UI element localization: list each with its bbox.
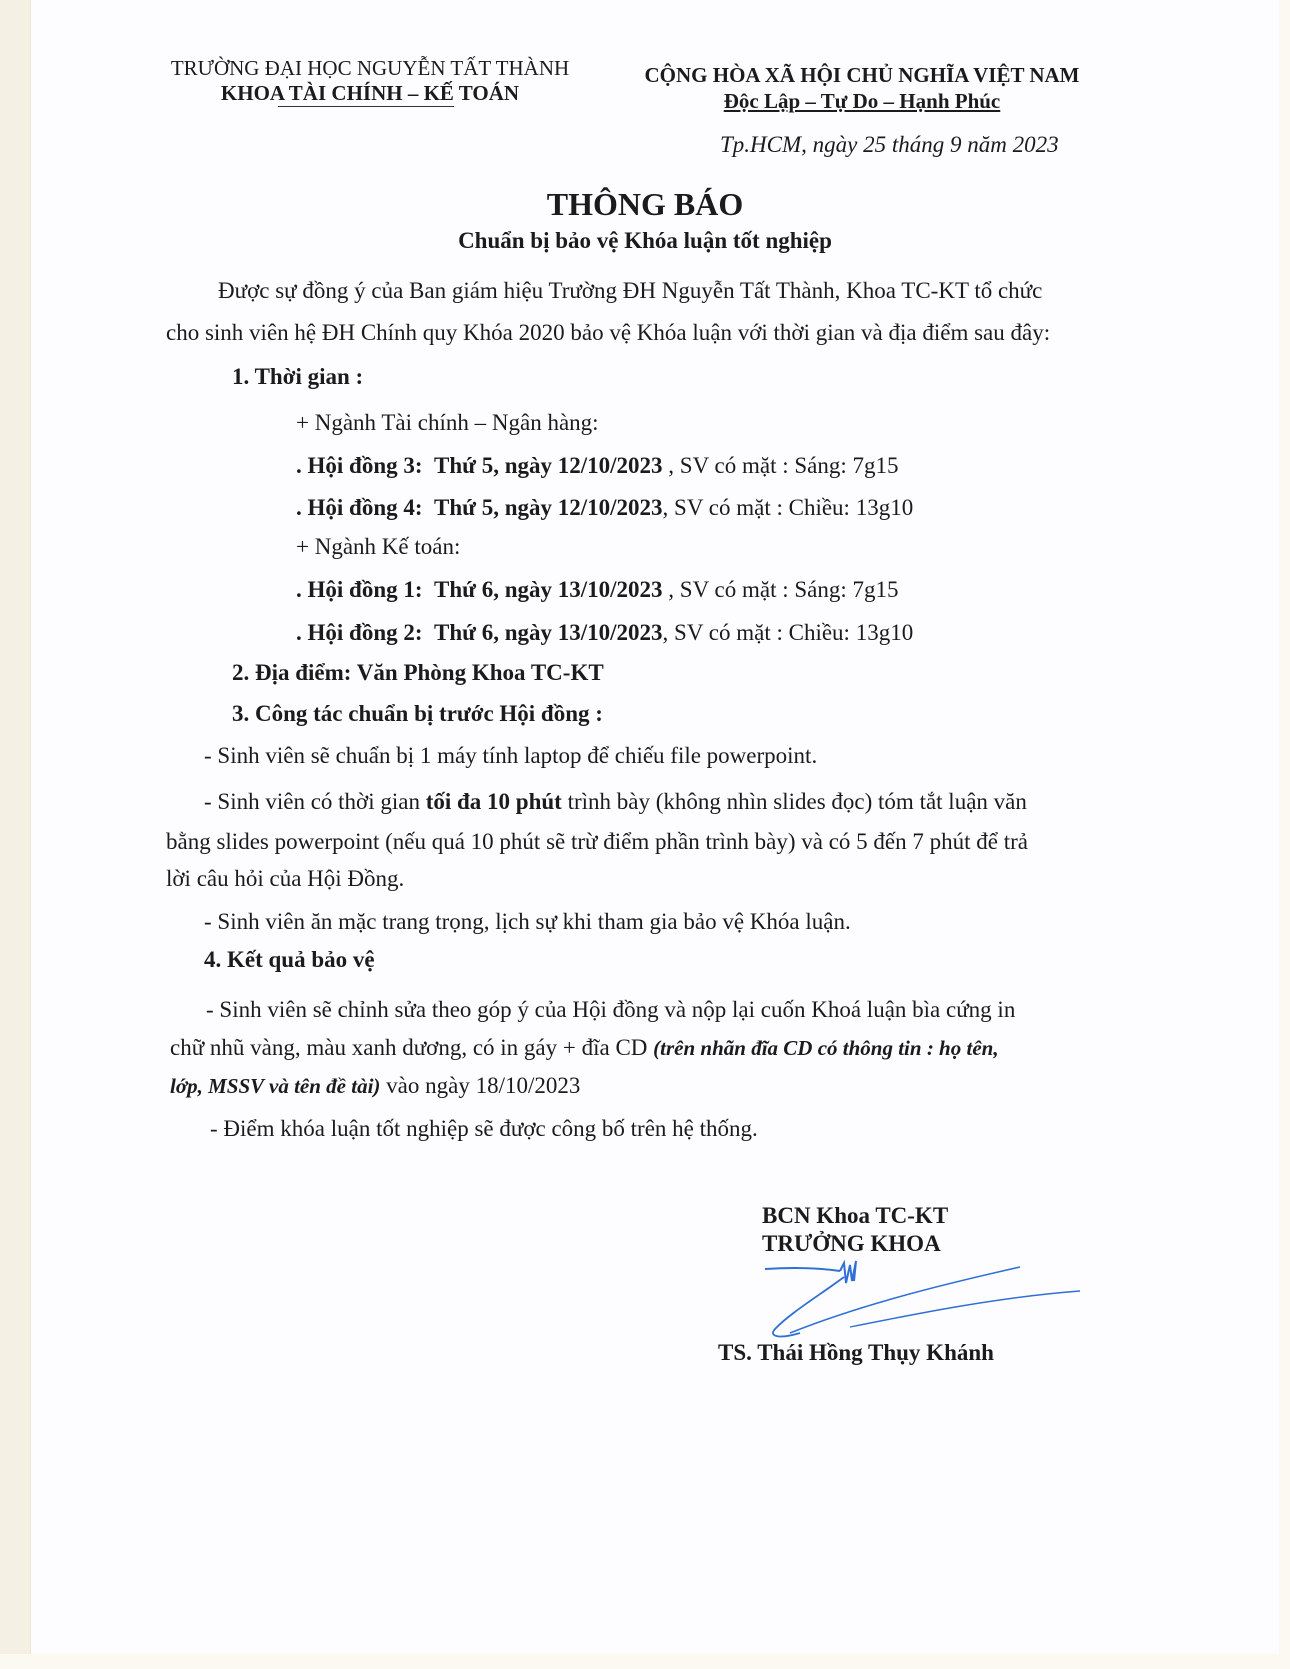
header-rule bbox=[278, 106, 454, 107]
council-arrival: , SV có mặt : Sáng: 7g15 bbox=[662, 577, 899, 602]
signer-department: BCN Khoa TC-KT bbox=[762, 1203, 949, 1228]
result-item-1-text: chữ nhũ vàng, màu xanh dương, có in gáy + đĩa CD bbox=[170, 1035, 654, 1060]
prep-item-2-emphasis: tối đa 10 phút bbox=[425, 789, 562, 814]
university-name: TRƯỜNG ĐẠI HỌC NGUYỄN TẤT THÀNH bbox=[170, 56, 570, 80]
document-date: Tp.HCM, ngày 25 tháng 9 năm 2023 bbox=[720, 132, 1059, 157]
result-item-2: - Điểm khóa luận tốt nghiệp sẽ được công bố trên hệ thống. bbox=[210, 1116, 758, 1141]
document-subtitle: Chuẩn bị bảo vệ Khóa luận tốt nghiệp bbox=[458, 228, 832, 253]
section-2-heading: 2. Địa điểm: Văn Phòng Khoa TC-KT bbox=[232, 660, 604, 685]
major-accounting: + Ngành Kế toán: bbox=[296, 534, 461, 559]
faculty-name: KHOA TÀI CHÍNH – KẾ TOÁN bbox=[220, 81, 520, 105]
intro-line-2: cho sinh viên hệ ĐH Chính quy Khóa 2020 bảo vệ Khóa luận với thời gian và địa điểm sau đây: bbox=[166, 320, 1051, 345]
council-row bbox=[296, 577, 899, 603]
section-3-heading: 3. Công tác chuẩn bị trước Hội đồng : bbox=[232, 701, 603, 726]
council-label: . Hội đồng 2: bbox=[296, 620, 423, 645]
signer-role: TRƯỞNG KHOA bbox=[762, 1231, 941, 1256]
council-arrival: , SV có mặt : Sáng: 7g15 bbox=[662, 453, 899, 478]
council-label: . Hội đồng 3: bbox=[296, 453, 423, 478]
council-row bbox=[296, 495, 913, 521]
document-title: THÔNG BÁO bbox=[546, 186, 744, 222]
section-1-heading: 1. Thời gian : bbox=[232, 364, 364, 389]
council-row bbox=[296, 453, 899, 479]
scan-margin-bottom bbox=[0, 1654, 1290, 1669]
national-header bbox=[612, 62, 1112, 114]
prep-item-3: - Sinh viên ăn mặc trang trọng, lịch sự khi tham gia bảo vệ Khóa luận. bbox=[204, 909, 851, 934]
result-item-1: - Sinh viên sẽ chỉnh sửa theo góp ý của Hội đồng và nộp lại cuốn Khoá luận bìa cứng in bbox=[206, 997, 1016, 1022]
cd-label-note: (trên nhãn đĩa CD có thông tin : họ tên, bbox=[653, 1036, 999, 1060]
signer-name: TS. Thái Hồng Thụy Khánh bbox=[718, 1340, 994, 1365]
prep-item-2-line-2: bằng slides powerpoint (nếu quá 10 phút sẽ trừ điểm phần trình bày) và có 5 đến 7 phút để trả bbox=[166, 829, 1028, 854]
prep-item-2-text: - Sinh viên có thời gian bbox=[204, 789, 426, 814]
intro-line-1: Được sự đồng ý của Ban giám hiệu Trường ĐH Nguyễn Tất Thành, Khoa TC-KT tổ chức bbox=[218, 278, 1043, 303]
prep-item-2 bbox=[204, 789, 1027, 815]
council-date: Thứ 6, ngày 13/10/2023 bbox=[434, 620, 663, 645]
submission-date: vào ngày 18/10/2023 bbox=[380, 1073, 581, 1098]
section-4-heading: 4. Kết quả bảo vệ bbox=[204, 947, 375, 972]
council-date: Thứ 6, ngày 13/10/2023 bbox=[434, 577, 663, 602]
prep-item-2-text-end: trình bày (không nhìn slides đọc) tóm tắt luận văn bbox=[561, 789, 1027, 814]
prep-item-1: - Sinh viên sẽ chuẩn bị 1 máy tính laptop để chiếu file powerpoint. bbox=[204, 743, 818, 768]
national-motto: Độc Lập – Tự Do – Hạnh Phúc bbox=[723, 89, 1001, 113]
council-label: . Hội đồng 1: bbox=[296, 577, 423, 602]
signature-title bbox=[762, 1202, 948, 1258]
council-arrival: , SV có mặt : Chiều: 13g10 bbox=[662, 620, 914, 645]
result-item-1-line-3 bbox=[170, 1073, 580, 1099]
prep-item-2-line-3: lời câu hỏi của Hội Đồng. bbox=[166, 866, 405, 891]
council-date: Thứ 5, ngày 12/10/2023 bbox=[434, 453, 663, 478]
major-finance-banking: + Ngành Tài chính – Ngân hàng: bbox=[296, 410, 599, 435]
cd-label-note-end: lớp, MSSV và tên đề tài) bbox=[170, 1074, 381, 1098]
council-row bbox=[296, 620, 913, 646]
council-label: . Hội đồng 4: bbox=[296, 495, 423, 520]
national-title: CỘNG HÒA XÃ HỘI CHỦ NGHĨA VIỆT NAM bbox=[644, 63, 1080, 87]
institution-header bbox=[150, 56, 590, 106]
council-date: Thứ 5, ngày 12/10/2023 bbox=[434, 495, 663, 520]
council-arrival: , SV có mặt : Chiều: 13g10 bbox=[662, 495, 914, 520]
result-item-1-line-2 bbox=[170, 1035, 999, 1061]
